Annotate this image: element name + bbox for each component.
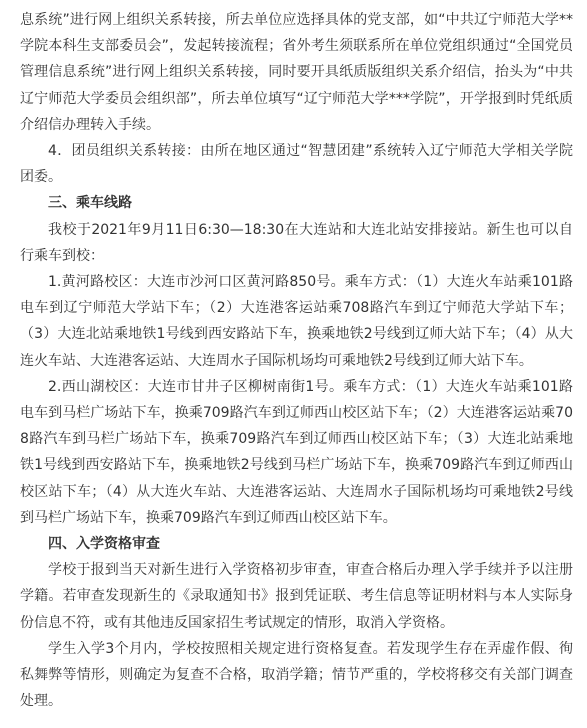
re-examination-paragraph: 学生入学3个月内，学校按照相关规定进行资格复查。若发现学生存在弄虚作假、徇私舞弊等情形，则确定为复查不合格，取消学籍；情节严重的，学校将移交有关部门调查处理。 — [20, 640, 573, 710]
xishan-lake-campus-paragraph: 2.西山湖校区：大连市甘井子区柳树南街1号。乘车方式：（1）大连火车站乘101路电车到马栏广场站下车，换乘709路汽车到辽师西山校区站下车；（2）大连港客运站乘708路汽车到马栏广场站下车，换乘709路汽车到辽师西山校区站下车；（3）大连北站乘地铁1号线到西安路站下车，换乘地铁2号线到马栏广场站下车，换乘709路汽车到辽师西山校区站下车；（4）从大连火车站、大连港客运站、大连周水子国际机场均可乘地铁2号线到马栏广场站下车，换乘709路汽车到辽师西山校区站下车。 — [20, 378, 573, 526]
pickup-arrangement-paragraph: 我校于2021年9月11日6:30—18:30在大连站和大连北站安排接站。新生也可以自行乘车到校： — [20, 221, 573, 264]
party-relation-transfer-paragraph: 息系统”进行网上组织关系转接，所去单位应选择具体的党支部，如“中共辽宁师范大学**学院本科生支部委员会”，发起转接流程；省外考生须联系所在单位党组织通过“全国党员管理信息系统”进行网上组织关系转接，同时要开具纸质版组织关系介绍信，抬头为“中共辽宁师范大学委员会组织部”，所去单位填写“辽宁师范大学***学院”，开学报到时凭纸质介绍信办理转入手续。 — [20, 12, 573, 133]
initial-review-paragraph: 学校于报到当天对新生进行入学资格初步审查，审查合格后办理入学手续并予以注册学籍。若审查发现新生的《录取通知书》报到凭证联、考生信息等证明材料与本人实际身份信息不符，或有其他违反国家招生考试规定的情形，取消入学资格。 — [20, 562, 573, 631]
league-relation-transfer-paragraph: 4．团员组织关系转接：由所在地区通过“智慧团建”系统转入辽宁师范大学相关学院团委。 — [20, 143, 573, 186]
huanghe-road-campus-paragraph: 1.黄河路校区：大连市沙河口区黄河路850号。乘车方式：（1）大连火车站乘101路电车到辽宁师范大学站下车；（2）大连港客运站乘708路汽车到辽宁师范大学站下车；（3）大连北站乘地铁1号线到西安路站下车，换乘地铁2号线到辽师大站下车；（4）从大连火车站、大连港客运站、大连周水子国际机场均可乘地铁2号线到辽师大站下车。 — [20, 274, 573, 369]
section-heading-routes: 三、乘车线路 — [48, 195, 132, 212]
section-heading-admission-review: 四、入学资格审查 — [48, 536, 160, 553]
